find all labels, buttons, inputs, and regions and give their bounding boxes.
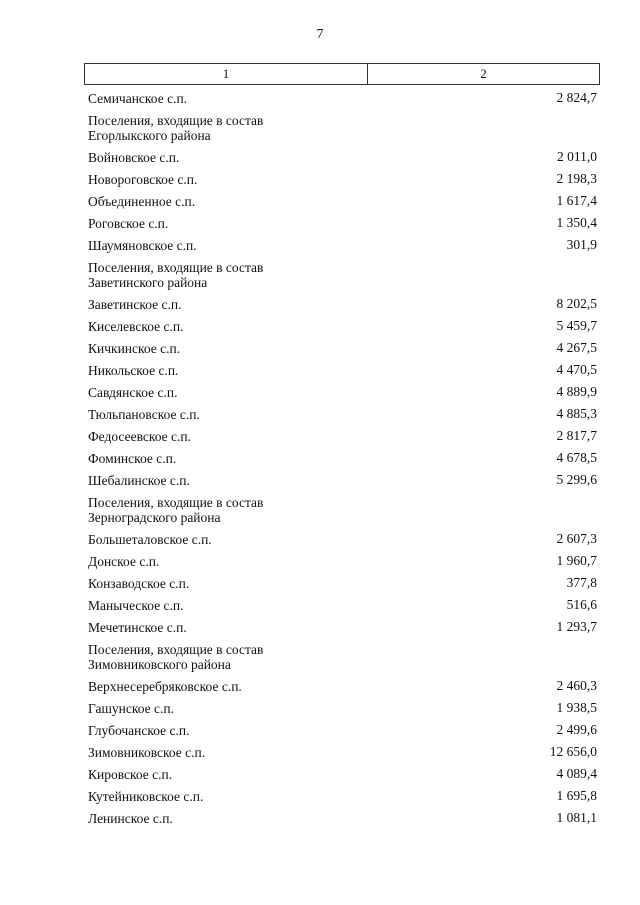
group-heading-row [84, 109, 600, 146]
amount-value: 2 011,0 [557, 149, 597, 164]
settlement-name: Гашунское с.п. [88, 700, 174, 716]
amount-value: 4 889,9 [556, 384, 597, 399]
amount-value: 2 607,3 [556, 531, 597, 546]
amount-value: 2 817,7 [556, 428, 597, 443]
table-row [84, 447, 600, 469]
table-row [84, 572, 600, 594]
amount-value: 2 460,3 [556, 678, 597, 693]
amount-value: 12 656,0 [549, 744, 597, 759]
table-row [84, 212, 600, 234]
amount-value: 1 617,4 [556, 193, 597, 208]
amount-value: 516,6 [566, 597, 597, 612]
amount-value: 5 459,7 [556, 318, 597, 333]
amount-value: 1 081,1 [556, 810, 597, 825]
table-row [84, 315, 600, 337]
table-row [84, 381, 600, 403]
table-row [84, 594, 600, 616]
amount-value: 377,8 [566, 575, 597, 590]
amount-value: 4 089,4 [556, 766, 597, 781]
settlement-name: Кировское с.п. [88, 766, 173, 782]
amount-value: 2 499,6 [556, 722, 597, 737]
table-row [84, 146, 600, 168]
table-row [84, 403, 600, 425]
settlement-name: Глубочанское с.п. [88, 722, 190, 738]
amount-value: 4 267,5 [556, 340, 597, 355]
table-row [84, 616, 600, 638]
amount-value: 4 885,3 [556, 406, 597, 421]
table-row [84, 719, 600, 741]
settlement-name: Кичкинское с.п. [88, 340, 181, 356]
settlement-name: Поселения, входящие в состав Заветинского района [88, 259, 264, 290]
amount-value: 2 198,3 [556, 171, 597, 186]
amount-value: 5 299,6 [556, 472, 597, 487]
settlement-name: Заветинское с.п. [88, 296, 182, 312]
table-row [84, 293, 600, 315]
amount-value: 301,9 [566, 237, 597, 252]
table-row [84, 234, 600, 256]
settlement-name: Конзаводское с.п. [88, 575, 190, 591]
table-row [84, 741, 600, 763]
settlement-name: Большеталовское с.п. [88, 531, 212, 547]
settlement-name: Кутейниковское с.п. [88, 788, 204, 804]
table-row [84, 359, 600, 381]
group-heading-row [84, 638, 600, 675]
settlement-name: Тюльпановское с.п. [88, 406, 200, 422]
budget-table [84, 63, 600, 829]
table-row [84, 763, 600, 785]
settlement-name: Объединенное с.п. [88, 193, 196, 209]
table-row [84, 550, 600, 572]
table-row [84, 528, 600, 550]
group-heading-row [84, 491, 600, 528]
table-row [84, 785, 600, 807]
settlement-name: Мечетинское с.п. [88, 619, 187, 635]
settlement-name: Шаумяновское с.п. [88, 237, 197, 253]
settlement-name: Ленинское с.п. [88, 810, 173, 826]
settlement-name: Поселения, входящие в состав Егорлыкского района [88, 112, 264, 143]
table-row [84, 425, 600, 447]
amount-value: 4 470,5 [556, 362, 597, 377]
amount-value: 1 960,7 [556, 553, 597, 568]
page-number: 7 [316, 27, 324, 42]
settlement-name: Маныческое с.п. [88, 597, 184, 613]
amount-value: 1 350,4 [556, 215, 597, 230]
column-header-1: 1 [85, 64, 368, 84]
settlement-name: Поселения, входящие в состав Зерноградского района [88, 494, 264, 525]
settlement-name: Новороговское с.п. [88, 171, 198, 187]
column-header-2: 2 [480, 66, 487, 81]
amount-value: 1 695,8 [556, 788, 597, 803]
group-heading-row [84, 256, 600, 293]
table-row [84, 697, 600, 719]
table-row [84, 337, 600, 359]
settlement-name: Зимовниковское с.п. [88, 744, 206, 760]
settlement-name: Донское с.п. [88, 553, 160, 569]
amount-value: 8 202,5 [556, 296, 597, 311]
amount-value: 1 293,7 [556, 619, 597, 634]
table-row [84, 87, 600, 109]
amount-value: 2 824,7 [556, 90, 597, 105]
table-row [84, 807, 600, 829]
table-header-row [84, 63, 600, 85]
settlement-name: Роговское с.п. [88, 215, 169, 231]
settlement-name: Федосеевское с.п. [88, 428, 191, 444]
table-row [84, 675, 600, 697]
amount-value: 1 938,5 [556, 700, 597, 715]
settlement-name: Фоминское с.п. [88, 450, 177, 466]
amount-value: 4 678,5 [556, 450, 597, 465]
table-row [84, 190, 600, 212]
settlement-name: Никольское с.п. [88, 362, 179, 378]
settlement-name: Шебалинское с.п. [88, 472, 190, 488]
table-row [84, 469, 600, 491]
settlement-name: Поселения, входящие в состав Зимовниковского района [88, 641, 264, 672]
settlement-name: Киселевское с.п. [88, 318, 184, 334]
settlement-name: Семичанское с.п. [88, 90, 188, 106]
settlement-name: Верхнесеребряковское с.п. [88, 678, 242, 694]
table-body [84, 87, 600, 829]
settlement-name: Савдянское с.п. [88, 384, 178, 400]
settlement-name: Войновское с.п. [88, 149, 180, 165]
table-row [84, 168, 600, 190]
